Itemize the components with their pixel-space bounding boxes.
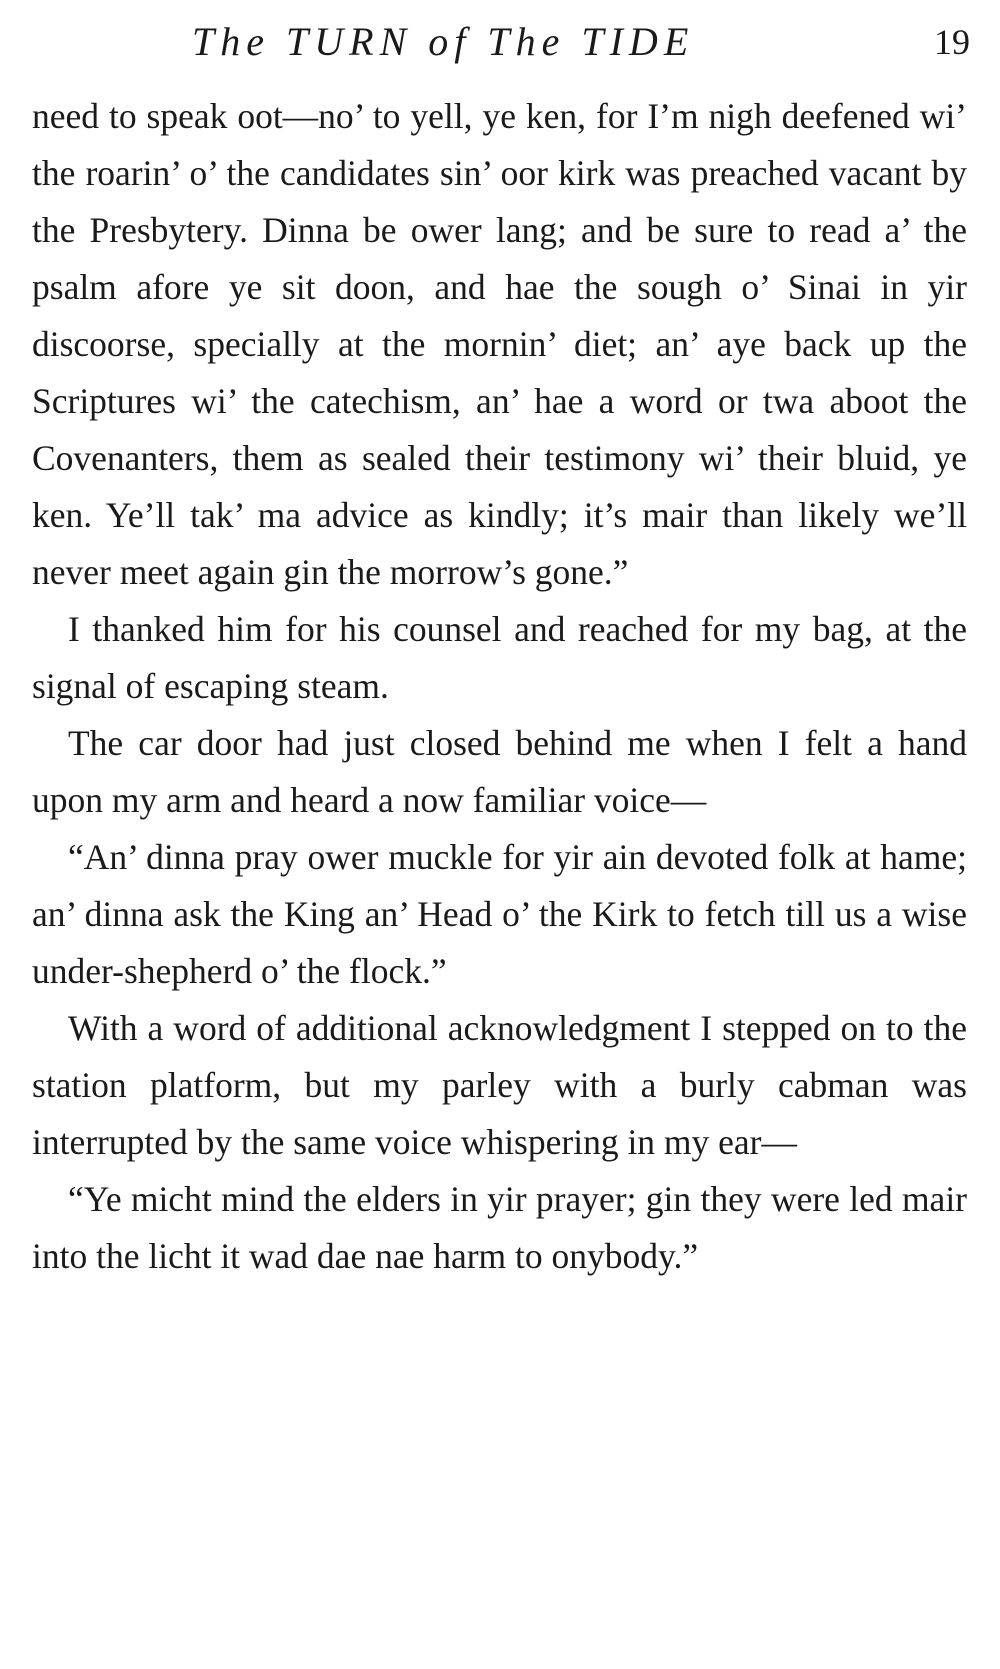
- paragraph-dinna-pray: “An’ dinna pray ower muckle for yir ain devoted folk at hame; an’ dinna ask the King an’ Head o’ the Kirk to fetch till us a wise under-shepherd o’ the flock.”: [32, 837, 967, 991]
- paragraph-continued-speech: need to speak oot—no’ to yell, ye ken, for I’m nigh deefened wi’ the roarin’ o’ the candidates sin’ oor kirk was preached vacant by the Presbytery. Dinna be ower lang; and be sure to read a’ the psalm afore ye sit doon, and hae the sough o’ Sinai in yir discoorse, specially at the mornin’ diet; an’ aye back up the Scriptures wi’ the catechism, an’ hae a word or twa aboot the Covenanters, them as sealed their testimony wi’ their bluid, ye ken. Ye’ll tak’ ma advice as kindly; it’s mair than likely we’ll never meet again gin the morrow’s gone.”: [32, 96, 967, 592]
- running-head: [0, 12, 1000, 72]
- paragraph-elders-prayer: “Ye micht mind the elders in yir prayer; gin they were led mair into the licht it wad dae nae harm to onybody.”: [32, 1179, 967, 1276]
- body-text: [32, 88, 967, 1285]
- running-title: The TURN of The TIDE: [192, 19, 695, 64]
- paragraph-station-platform: With a word of additional acknowledgment I stepped on to the station platform, but my parley with a burly cabman was interrupted by the same voice whispering in my ear—: [32, 1008, 967, 1162]
- paragraph-thanked: I thanked him for his counsel and reached for my bag, at the signal of escaping steam.: [32, 609, 967, 706]
- page-number: 19: [934, 22, 970, 62]
- paragraph-car-door: The car door had just closed behind me when I felt a hand upon my arm and heard a now familiar voice—: [32, 723, 967, 820]
